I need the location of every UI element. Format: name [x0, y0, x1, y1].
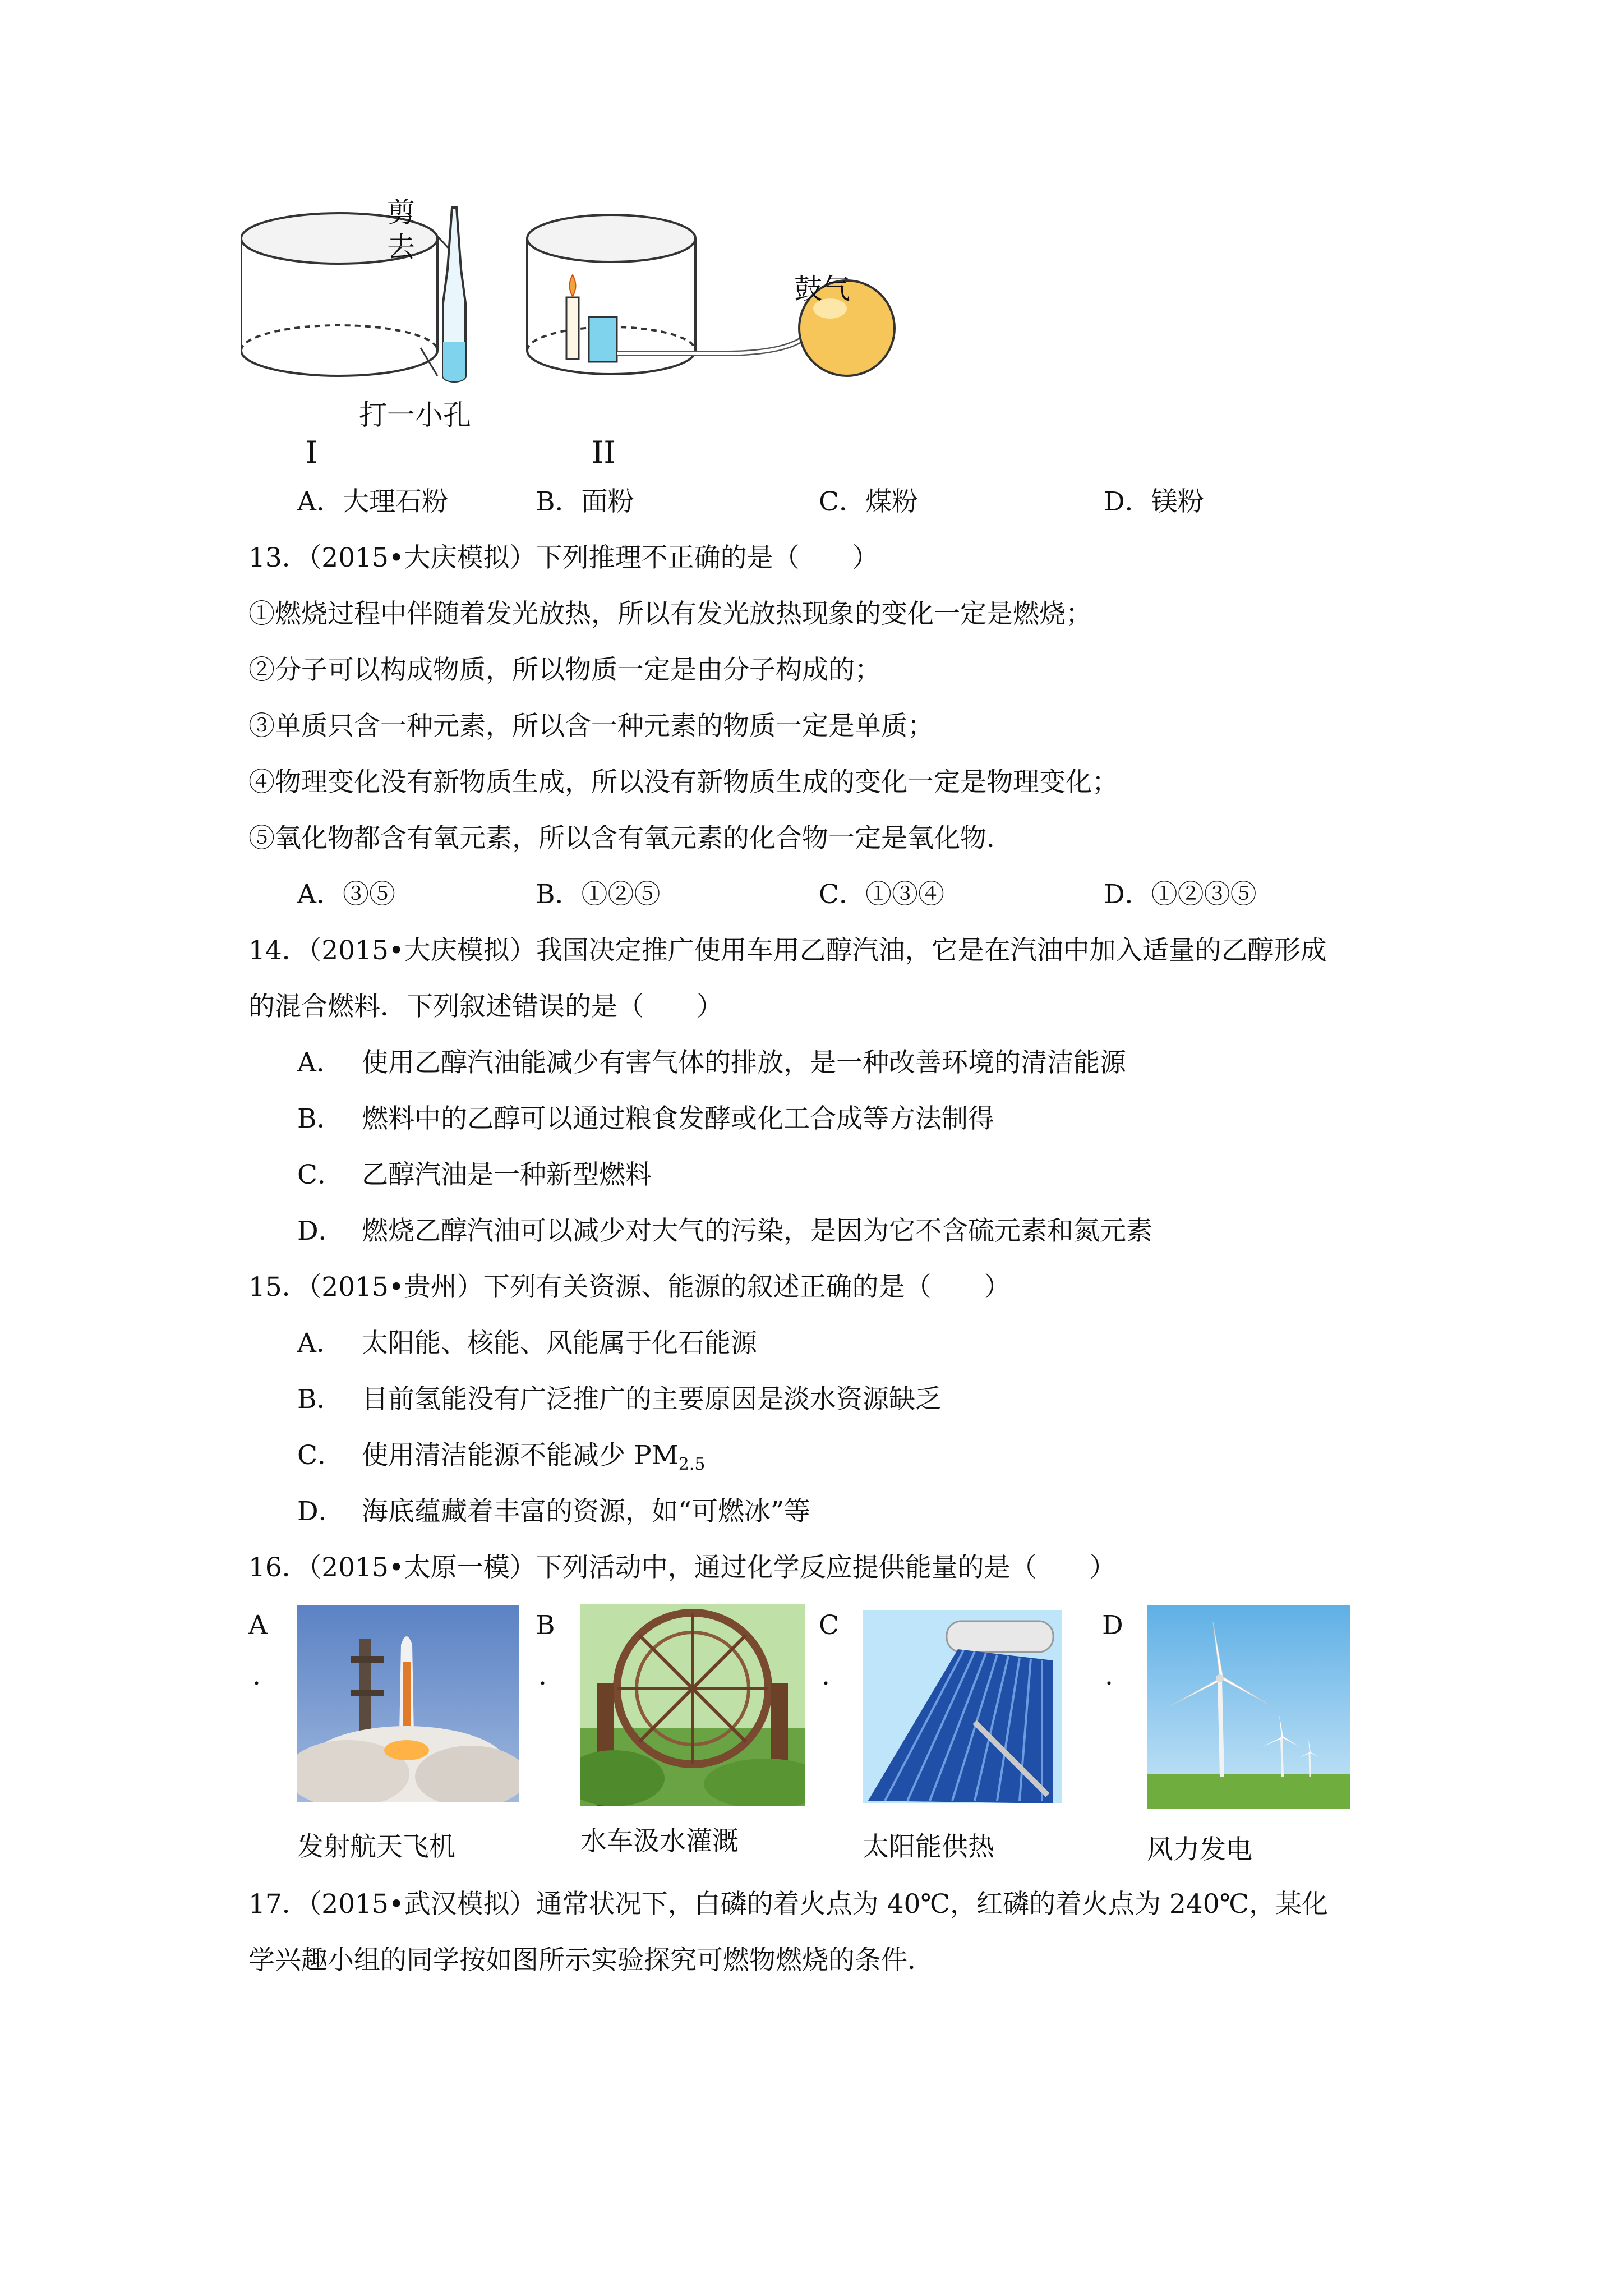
q12-option-c: C．煤粉 [819, 486, 918, 517]
q15-stem: 15．（2015•贵州）下列有关资源、能源的叙述正确的是（ ） [248, 1272, 1011, 1303]
q16-option-d-letter: D [1102, 1610, 1123, 1641]
q16-option-b-dot: . [538, 1660, 547, 1691]
q13-option-c: C．①③④ [819, 879, 944, 910]
q13-statement-3: ③单质只含一种元素，所以含一种元素的物质一定是单质； [248, 711, 934, 742]
solar-water-heater-photo [863, 1610, 1062, 1803]
q16-option-c-caption: 太阳能供热 [863, 1832, 994, 1862]
q13-statement-5: ⑤氧化物都含有氧元素，所以含有氧元素的化合物一定是氧化物． [248, 823, 1013, 854]
q16-option-b-letter: B [536, 1610, 555, 1641]
q12-option-a: A．大理石粉 [297, 486, 448, 517]
q13-statement-1: ①燃烧过程中伴随着发光放热，所以有发光放热现象的变化一定是燃烧； [248, 599, 1092, 629]
q14-option-a-text: 使用乙醇汽油能减少有害气体的排放，是一种改善环境的清洁能源 [362, 1047, 1126, 1078]
candle-icon [566, 275, 579, 359]
q14-option-c-letter: C． [297, 1159, 344, 1190]
q14-stem-line1: 14．（2015•大庆模拟）我国决定推广使用车用乙醇汽油，它是在汽油中加入适量的乙醇形成 [248, 935, 1327, 966]
q15-option-b-letter: B． [297, 1384, 343, 1415]
q13-statement-4: ④物理变化没有新物质生成，所以没有新物质生成的变化一定是物理变化； [248, 767, 1118, 798]
wind-turbine-photo [1147, 1605, 1350, 1809]
q16-option-c-letter: C [819, 1610, 839, 1641]
q14-option-b-text: 燃料中的乙醇可以通过粮食发酵或化工合成等方法制得 [362, 1103, 994, 1134]
q12-option-b: B．面粉 [536, 486, 634, 517]
label-figure-I: I [306, 435, 318, 470]
q15-option-d-text: 海底蕴藏着丰富的资源，如“可燃冰”等 [362, 1496, 811, 1527]
q17-stem-line2: 学兴趣小组的同学按如图所示实验探究可燃物燃烧的条件． [248, 1945, 934, 1976]
small-cup-icon [589, 317, 617, 362]
label-blow: 鼓气 [794, 273, 850, 305]
q13-stem: 13．（2015•大庆模拟）下列推理不正确的是（ ） [248, 542, 879, 573]
figure-12-apparatus [241, 191, 914, 482]
q16-option-d-caption: 风力发电 [1147, 1834, 1252, 1865]
q14-option-c-text: 乙醇汽油是一种新型燃料 [362, 1159, 652, 1190]
label-figure-II: II [592, 435, 616, 470]
water-wheel-photo [580, 1604, 805, 1806]
q15-option-a-letter: A． [297, 1328, 343, 1359]
air-tube-icon [617, 339, 802, 353]
q15-option-d-letter: D． [297, 1496, 345, 1527]
label-hole: 打一小孔 [359, 399, 471, 431]
q15-option-a-text: 太阳能、核能、风能属于化石能源 [362, 1328, 757, 1359]
q13-option-d: D．①②③⑤ [1104, 879, 1257, 910]
q16-option-a-letter: A [248, 1610, 268, 1641]
q15-option-c-subscript: 2.5 [678, 1455, 706, 1474]
q16-stem: 16．（2015•太原一模）下列活动中，通过化学反应提供能量的是（ ） [248, 1552, 1116, 1583]
q16-option-c-dot: . [822, 1660, 830, 1691]
q16-option-a-caption: 发射航天飞机 [297, 1832, 455, 1862]
q16-option-a-dot: . [252, 1660, 261, 1691]
q14-option-a-letter: A． [297, 1047, 343, 1078]
q12-option-d: D．镁粉 [1104, 486, 1204, 517]
label-cut: 剪 去 [387, 196, 415, 264]
q14-stem-line2: 的混合燃料．下列叙述错误的是（ ） [248, 991, 723, 1022]
q14-option-d-text: 燃烧乙醇汽油可以减少对大气的污染，是因为它不含硫元素和氮元素 [362, 1216, 1152, 1246]
q15-option-c-letter: C． [297, 1440, 344, 1471]
q17-stem-line1: 17．（2015•武汉模拟）通常状况下，白磷的着火点为 40℃，红磷的着火点为 240℃，某化 [248, 1889, 1329, 1920]
q15-option-b-text: 目前氢能没有广泛推广的主要原因是淡水资源缺乏 [362, 1384, 942, 1415]
q16-option-d-dot: . [1105, 1660, 1113, 1691]
q13-statement-2: ②分子可以构成物质，所以物质一定是由分子构成的； [248, 655, 881, 685]
q15-option-c-main: 使用清洁能源不能减少 PM [362, 1440, 679, 1471]
q13-option-a: A．③⑤ [297, 879, 395, 910]
q13-option-b: B．①②⑤ [536, 879, 661, 910]
q14-option-d-letter: D． [297, 1216, 345, 1246]
space-shuttle-launch-photo [297, 1605, 519, 1802]
q14-option-b-letter: B． [297, 1103, 343, 1134]
q15-option-c-text [362, 1439, 705, 1481]
q16-option-b-caption: 水车汲水灌溉 [580, 1826, 739, 1857]
